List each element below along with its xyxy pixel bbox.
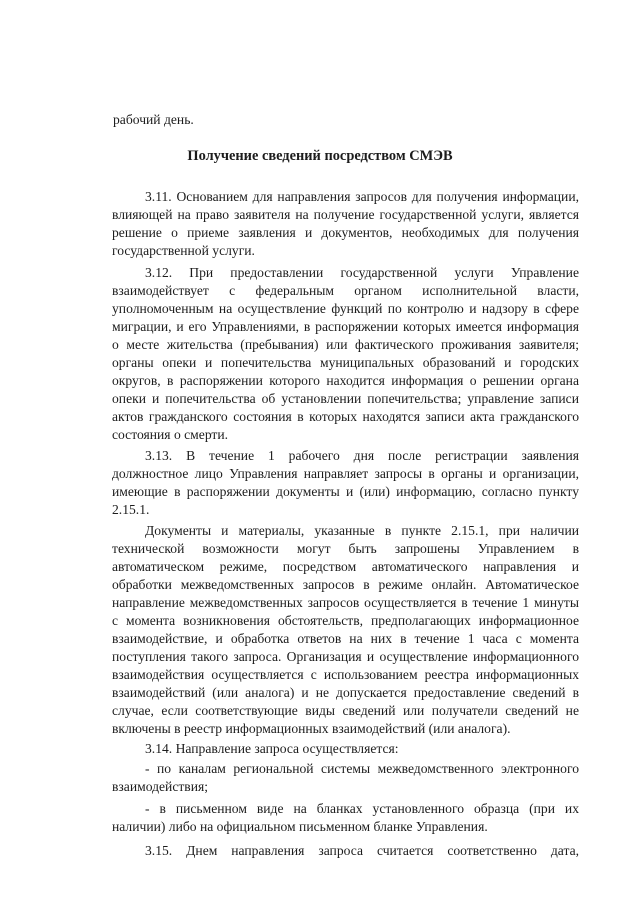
text-line: влияющей на право заявителя на получение государственной услуги, является (112, 207, 579, 222)
text-line: государственной услуги. (112, 243, 255, 258)
text-line: поступления такого запроса. Организация и осуществление информационного (112, 649, 579, 664)
text-line: 3.11. Основанием для направления запросов для получения информации, (145, 189, 579, 204)
text-line: актов гражданского состояния в которых находятся записи акта гражданского (112, 409, 579, 424)
text-line: наличии) либо на официальном письменном бланке Управления. (112, 819, 488, 834)
text-line: Документы и материалы, указанные в пункте 2.15.1, при наличии (145, 523, 579, 538)
text-line: случае, если соответствующие виды сведений или получатели сведений не (112, 703, 579, 718)
text-line: технической возможности могут быть запрошены Управлением в (112, 541, 579, 556)
text-line: направление межведомственных запросов осуществляется в течение 1 минуты (112, 595, 579, 610)
text-line: - в письменном виде на бланках установленного образца (при их (145, 801, 579, 816)
text-line: взаимодействие, и обработка ответов на них в течение 1 часа с момента (112, 631, 579, 646)
text-line: включены в реестр информационных взаимодействий (или аналога). (112, 721, 511, 736)
text-line: уполномоченным на осуществление функций по контролю и надзору в сфере (112, 301, 579, 316)
text-line: миграции, и его Управлениями, в распоряжении которых имеется информация (112, 319, 579, 334)
text-line: 2.15.1. (112, 502, 150, 517)
text-line: о месте жительства (пребывания) или фактического проживания заявителя; (112, 337, 579, 352)
text-line: должностное лицо Управления направляет запросы в органы и организации, (112, 466, 579, 481)
text-line: опеки и попечительства об установлении попечительства; управление записи (112, 391, 579, 406)
section-heading: Получение сведений посредством СМЭВ (187, 148, 453, 164)
text-line: обработки межведомственных запросов в режиме онлайн. Автоматическое (112, 577, 579, 592)
text-line: 3.15. Днем направления запроса считается соответственно дата, (145, 843, 579, 858)
text-line: взаимодействия осуществляется с использованием реестра информационных (112, 667, 579, 682)
text-line: 3.12. При предоставлении государственной услуги Управление (145, 265, 579, 280)
text-line: взаимодействий (или аналога) и не допускается предоставление сведений в (112, 685, 579, 700)
text-line: рабочий день. (113, 112, 194, 127)
text-line: с момента возникновения обстоятельств, предполагающих информационное (112, 613, 579, 628)
text-line: 3.13. В течение 1 рабочего дня после регистрации заявления (145, 448, 579, 463)
text-line: взаимодействует с федеральным органом исполнительной власти, (112, 283, 579, 298)
text-line: органы опеки и попечительства муниципальных образований и городских (112, 355, 579, 370)
text-line: автоматическом режиме, посредством автоматического направления и (112, 559, 579, 574)
text-line: - по каналам региональной системы межведомственного электронного (145, 761, 579, 776)
text-line: округов, в распоряжении которого находится информация о решении органа (112, 373, 579, 388)
text-line: взаимодействия; (112, 779, 209, 794)
text-line: решение о приеме заявления и документов, необходимых для получения (112, 225, 579, 240)
text-line: состояния о смерти. (112, 427, 229, 442)
text-line: 3.14. Направление запроса осуществляется: (145, 741, 399, 756)
text-line: имеющие в распоряжении документы и (или) информацию, согласно пункту (112, 484, 579, 499)
